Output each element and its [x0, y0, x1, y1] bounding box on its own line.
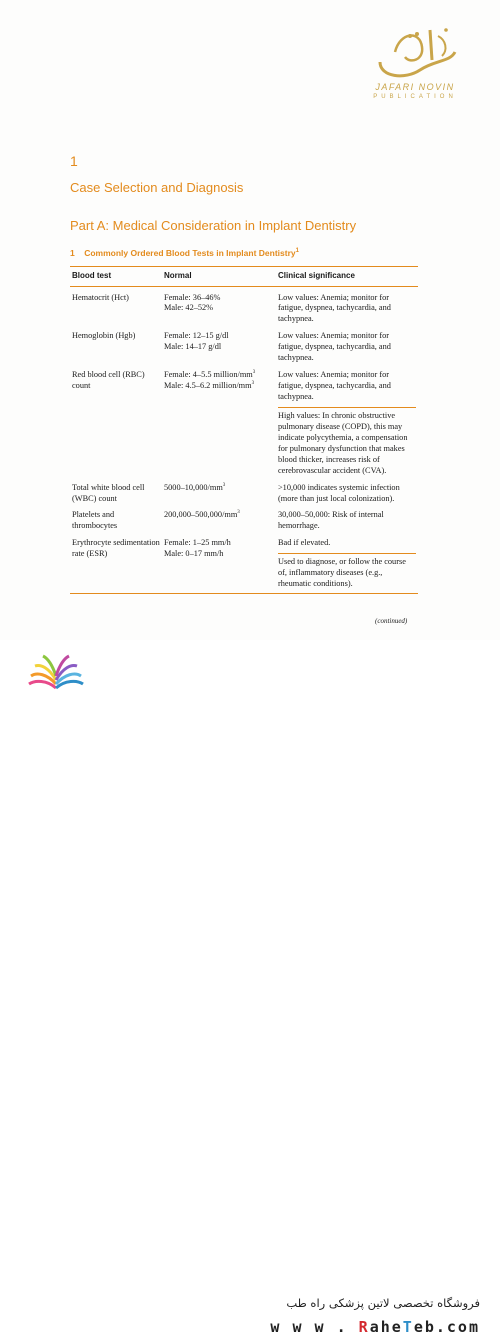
store-name-persian: فروشگاه تخصصی لاتین پزشکی راه طب [286, 1296, 480, 1310]
significance-usage: Used to diagnose, or follow the course of, inflammatory diseases (e.g., rheumatic conditions). [278, 553, 416, 590]
continued-note: (continued) [375, 617, 408, 625]
url-mid: ahe [369, 1318, 403, 1336]
normal-female: Female: 36–46% [164, 292, 221, 302]
table-row [70, 328, 418, 367]
url-letter-r: R [358, 1318, 370, 1336]
table-row [70, 507, 418, 535]
cell-normal [162, 286, 276, 328]
cell-test: Hematocrit (Hct) [72, 292, 129, 302]
normal-male: Male: 0–17 mm/h [164, 549, 224, 559]
section-number: 1 [70, 248, 75, 258]
section-footnote-ref: 1 [295, 248, 299, 255]
header-normal: Normal [162, 267, 276, 287]
book-page [0, 0, 500, 640]
cell-normal [162, 367, 276, 479]
table-row [70, 367, 418, 479]
cell-normal [162, 535, 276, 593]
url-prefix: w w w . [270, 1318, 359, 1336]
normal-male: Male: 14–17 g/dl [164, 342, 222, 352]
significance-low: Low values: Anemia; monitor for fatigue, dyspnea, tachycardia, and tachypnea. [278, 370, 391, 402]
cell-significance: Low values: Anemia; monitor for fatigue, dyspnea, tachycardia, and tachypnea. [278, 292, 391, 324]
cell-test: Erythrocyte sedimentation rate (ESR) [70, 535, 162, 593]
cell-test: Red blood cell (RBC) count [72, 370, 145, 391]
cell-significance: 30,000–50,000: Risk of internal hemorrhage. [278, 510, 384, 531]
superscript: 3 [222, 482, 226, 488]
normal-male [164, 381, 274, 392]
cell-significance [276, 367, 418, 479]
superscript: 3 [237, 510, 240, 516]
blood-tests-table [70, 266, 418, 594]
section-title [70, 248, 299, 258]
store-url[interactable] [265, 1318, 480, 1336]
store-banner [0, 640, 500, 1336]
chapter-number: 1 [70, 153, 78, 169]
significance-elevated: Bad if elevated. [278, 538, 331, 548]
chapter-title: Case Selection and Diagnosis [70, 180, 244, 195]
calligraphy-logo-icon [360, 22, 470, 84]
significance-high: High values: In chronic obstructive pulmonary disease (COPD), this may indicate polycythemia, a compensation for pulmonary dysfunction that makes blood thicker, increases risk of cerebrovascular accident (CVA). [278, 407, 416, 477]
url-letter-t: T [402, 1318, 414, 1336]
table-row [70, 286, 418, 328]
section-title-text: Commonly Ordered Blood Tests in Implant Dentistry [84, 248, 296, 258]
superscript: 3 [251, 381, 255, 387]
cell-significance: Low values: Anemia; monitor for fatigue, dyspnea, tachycardia, and tachypnea. [278, 331, 391, 363]
open-book-logo-icon [25, 644, 87, 696]
normal-female: Female: 1–25 mm/h [164, 538, 231, 548]
table-row [70, 535, 418, 593]
cell-significance [276, 535, 418, 593]
logo-name: JAFARI NOVIN [375, 82, 455, 92]
cell-normal [162, 328, 276, 367]
superscript: 3 [252, 370, 256, 376]
cell-test: Total white blood cell (WBC) count [72, 482, 145, 503]
table-header-row [70, 267, 418, 287]
cell-test: Hemoglobin (Hgb) [72, 331, 136, 341]
part-title: Part A: Medical Consideration in Implant Dentistry [70, 218, 357, 233]
normal-text: 5000–10,000/mm [164, 482, 223, 492]
normal-text: 200,000–500,000/mm [164, 510, 238, 520]
logo-subtitle: PUBLICATION [373, 94, 457, 100]
url-end: eb.com [413, 1318, 480, 1336]
normal-male-text: Male: 4.5–6.2 million/mm [164, 381, 252, 391]
cell-normal [162, 507, 276, 535]
normal-female-text: Female: 4–5.5 million/mm [164, 370, 253, 380]
cell-normal [162, 480, 276, 508]
cell-test: Platelets and thrombocytes [72, 510, 118, 531]
publisher-logo [355, 22, 475, 120]
table-row [70, 480, 418, 508]
normal-female: Female: 12–15 g/dl [164, 331, 229, 341]
header-blood-test: Blood test [70, 267, 162, 287]
normal-female [164, 370, 274, 381]
normal-male: Male: 42–52% [164, 303, 214, 313]
cell-significance: >10,000 indicates systemic infection (more than just local colonization). [278, 482, 400, 503]
header-clinical-significance: Clinical significance [276, 267, 418, 287]
